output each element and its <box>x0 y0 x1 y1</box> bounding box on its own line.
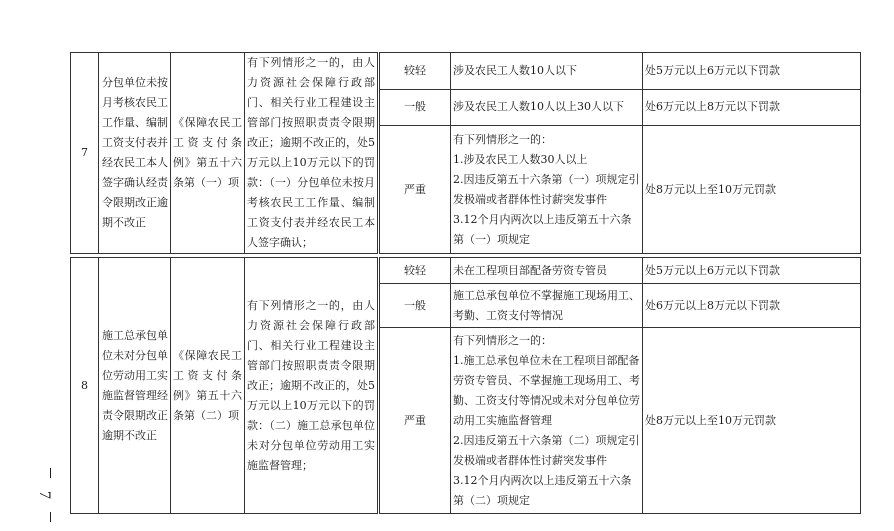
row-8-condition-3-line: 2.因违反第五十六条第（二）项规定引发极端或者群体性讨薪突发事件 <box>453 433 640 467</box>
table-row-8-level-light <box>71 258 861 284</box>
table-row-7-level-light <box>71 53 861 90</box>
row-7-level-2: 一般 <box>379 89 451 126</box>
row-8-level-3: 严重 <box>379 328 451 514</box>
row-8-condition-2: 施工总承包单位不掌握施工现场用工、考勤、工资支付等情况 <box>451 284 643 328</box>
row-7-level-3: 严重 <box>379 126 451 254</box>
row-8-condition-3 <box>451 328 643 514</box>
row-7-level-1: 较轻 <box>379 53 451 90</box>
row-8-level-2: 一般 <box>379 284 451 328</box>
row-7-violation-name: 分包单位未按月考核农民工工作量、编制工资支付表并经农民工本人签字确认经责令限期改正逾期不改正 <box>99 53 171 254</box>
row-8-number: 8 <box>71 258 99 514</box>
row-8-law-text: 有下列情形之一的，由人力资源社会保障行政部门、相关行业工程建设主管部门按照职责责令限期改正；逾期不改正的，处5万元以上10万元以下的罚款：（二）施工总承包单位未对分包单位劳动用工实施监督管理； <box>245 258 379 514</box>
row-8-violation-name: 施工总承包单位未对分包单位劳动用工实施监督管理经责令限期改正逾期不改正 <box>99 258 171 514</box>
row-7-penalty-1: 处5万元以上6万元以下罚款 <box>643 53 861 90</box>
row-8-level-1: 较轻 <box>379 258 451 284</box>
row-7-law-text: 有下列情形之一的，由人力资源社会保障行政部门、相关行业工程建设主管部门按照职责责令限期改正；逾期不改正的，处5万元以上10万元以下的罚款：（一）分包单位未按月考核农民工工作量、编制工资支付表并经农民工本人签字确认； <box>245 53 379 254</box>
row-8-penalty-3: 处8万元以上至10万元罚款 <box>643 328 861 514</box>
row-7-number: 7 <box>71 53 99 254</box>
row-7-penalty-3: 处8万元以上至10万元罚款 <box>643 126 861 254</box>
row-8-condition-1: 未在工程项目部配备劳资专管员 <box>451 258 643 284</box>
row-8-legal-basis: 《保障农民工工资支付条例》第五十六条第（二）项 <box>171 258 245 514</box>
row-8-condition-3-line: 有下列情形之一的： <box>453 333 552 347</box>
row-7-condition-1: 涉及农民工人数10人以下 <box>451 53 643 90</box>
row-7-condition-3 <box>451 126 643 254</box>
row-8-penalty-2: 处6万元以上8万元以下罚款 <box>643 284 861 328</box>
page-number-text: 7 <box>36 491 53 499</box>
row-7-legal-basis: 《保障农民工工资支付条例》第五十六条第（一）项 <box>171 53 245 254</box>
page-number-dash-bottom <box>50 512 51 522</box>
row-7-condition-2: 涉及农民工人数10人以上30人以下 <box>451 89 643 126</box>
page-number-dash-top <box>50 468 51 478</box>
row-7-penalty-2: 处6万元以上8万元以下罚款 <box>643 89 861 126</box>
row-7-condition-3-line: 1.涉及农民工人数30人以上 <box>453 152 588 166</box>
row-8-penalty-1: 处5万元以上6万元以下罚款 <box>643 258 861 284</box>
row-7-condition-3-line: 3.12个月内两次以上违反第五十六条第（一）项规定 <box>453 212 632 246</box>
row-7-condition-3-line: 2.因违反第五十六条第（一）项规定引发极端或者群体性讨薪突发事件 <box>453 172 640 206</box>
penalty-standard-table <box>70 52 861 514</box>
row-8-condition-3-line: 1.施工总承包单位未在工程项目部配备劳资专管员、不掌握施工现场用工、考勤、工资支付等情况或未对分包单位劳动用工实施监督管理 <box>453 353 640 427</box>
row-8-condition-3-line: 3.12个月内两次以上违反第五十六条第（二）项规定 <box>453 473 632 507</box>
row-7-condition-3-line: 有下列情形之一的： <box>453 132 552 146</box>
page-number <box>30 468 70 524</box>
